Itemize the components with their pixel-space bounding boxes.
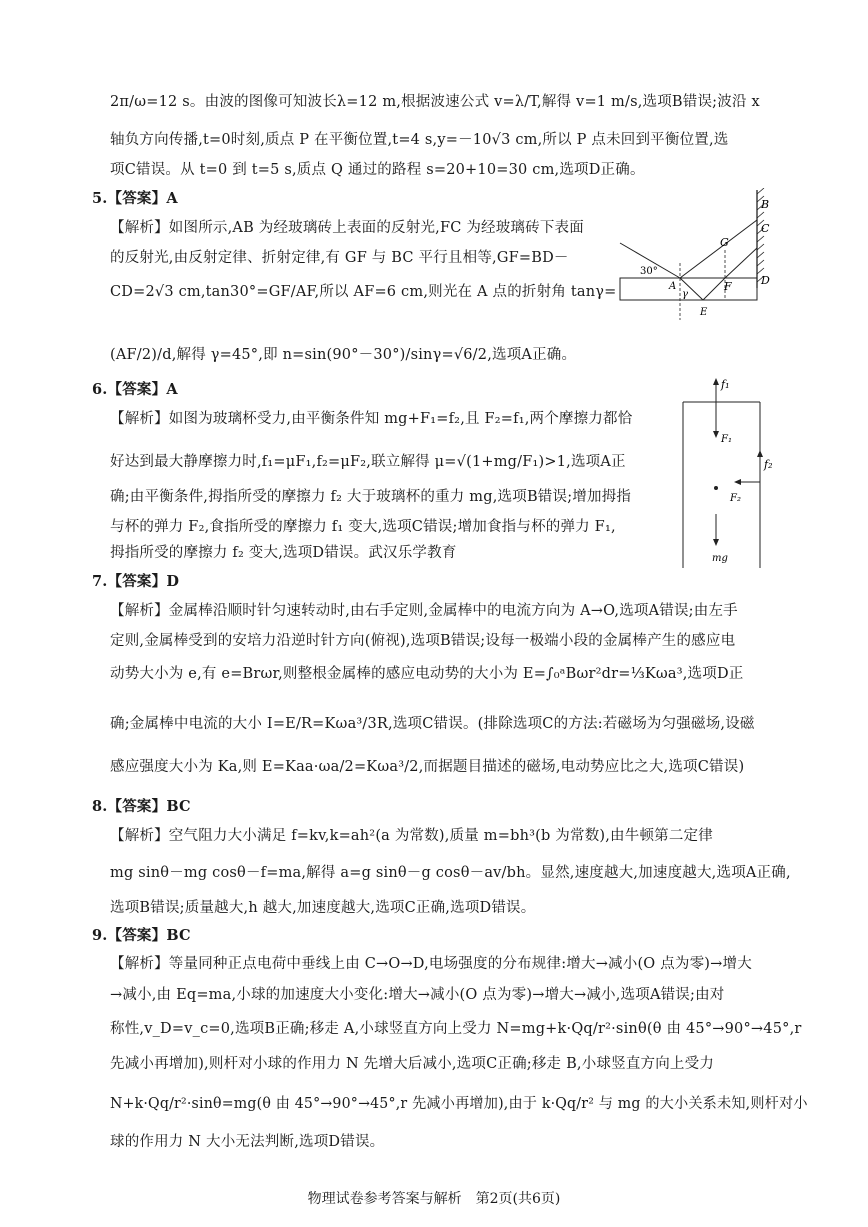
q6-line-3: 确;由平衡条件,拇指所受的摩擦力 f₂ 大于玻璃杯的重力 mg,选项B错误;增加拇指 xyxy=(110,489,632,505)
q8-line-3: 选项B错误;质量越大,h 越大,加速度越大,选项C正确,选项D错误。 xyxy=(110,900,536,916)
q9-line-1: 【解析】等量同种正点电荷中垂线上由 C→O→D,电场强度的分布规律:增大→减小(O 点为零)→增大 xyxy=(110,956,752,972)
label-f1: f₁ xyxy=(721,378,730,391)
q9-line-3: 称性,v_D=v_c=0,选项B正确;移走 A,小球竖直方向上受力 N=mg+k·Qq/r²·sinθ(θ 由 45°→90°→45°,r xyxy=(110,1021,802,1037)
q7-line-5: 感应强度大小为 Ka,则 E=Kaa·ωa/2=Kωa³/2,而据题目描述的磁场,电动势应比之大,选项C错误) xyxy=(110,759,745,775)
q6-line-5: 拇指所受的摩擦力 f₂ 变大,选项D错误。武汉乐学教育 xyxy=(110,545,457,561)
label-mg: mg xyxy=(712,553,728,564)
label-F1: F₁ xyxy=(721,434,732,445)
q7-line-2: 定则,金属棒受到的安培力沿逆时针方向(俯视),选项B错误;设每一极端小段的金属棒产生的感应电 xyxy=(110,633,736,649)
label-D: D xyxy=(761,274,770,287)
q5-line-3: CD=2√3 cm,tan30°=GF/AF,所以 AF=6 cm,则光在 A 点的折射角 tanγ= xyxy=(110,284,617,300)
q9-line-6: 球的作用力 N 大小无法判断,选项D错误。 xyxy=(110,1134,385,1150)
q5-light-diagram xyxy=(610,188,790,328)
q8-line-1: 【解析】空气阻力大小满足 f=kv,k=ah²(a 为常数),质量 m=bh³(b 为常数),由牛顿第二定律 xyxy=(110,828,713,844)
q5-line-2: 的反射光,由反射定律、折射定律,有 GF 与 BC 平行且相等,GF=BD－ xyxy=(110,250,569,266)
q7-line-1: 【解析】金属棒沿顺时针匀速转动时,由右手定则,金属棒中的电流方向为 A→O,选项A错误;由左手 xyxy=(110,603,738,619)
label-C: C xyxy=(761,222,770,235)
label-gamma: γ xyxy=(682,289,688,300)
q9-line-4: 先减小再增加),则杆对小球的作用力 N 先增大后减小,选项C正确;移走 B,小球竖直方向上受力 xyxy=(110,1056,715,1072)
label-G: G xyxy=(720,236,729,249)
q5-line-1: 【解析】如图所示,AB 为经玻璃砖上表面的反射光,FC 为经玻璃砖下表面 xyxy=(110,220,584,236)
q4-line-1: 2π/ω=12 s。由波的图像可知波长λ=12 m,根据波速公式 v=λ/T,解得 v=1 m/s,选项B错误;波沿 x xyxy=(110,94,760,110)
label-f2: f₂ xyxy=(764,458,773,471)
q4-line-3: 项C错误。从 t=0 到 t=5 s,质点 Q 通过的路程 s=20+10=30 cm,选项D正确。 xyxy=(110,162,645,178)
label-A: A xyxy=(669,281,677,292)
q7-answer: 7.【答案】D xyxy=(92,573,180,590)
label-F: F xyxy=(724,280,732,293)
q7-line-4: 确;金属棒中电流的大小 I=E/R=Kωa³/3R,选项C错误。(排除选项C的方法:若磁场为匀强磁场,设磁 xyxy=(110,716,755,732)
q8-answer: 8.【答案】BC xyxy=(92,798,191,815)
q6-line-2: 好达到最大静摩擦力时,f₁=μF₁,f₂=μF₂,联立解得 μ=√(1+mg/F₁)>1,选项A正 xyxy=(110,454,626,470)
q7-line-3: 动势大小为 e,有 e=Brωr,则整根金属棒的感应电动势的大小为 E=∫₀ᵃBωr²dr=⅓Kωa³,选项D正 xyxy=(110,666,744,682)
label-B: B xyxy=(761,198,770,211)
q6-force-diagram xyxy=(680,376,790,571)
q5-answer: 5.【答案】A xyxy=(92,190,178,207)
q9-line-2: →减小,由 Eq=ma,小球的加速度大小变化:增大→减小(O 点为零)→增大→减小,选项A错误;由对 xyxy=(110,987,725,1003)
q8-line-2: mg sinθ－mg cosθ－f=ma,解得 a=g sinθ－g cosθ－av/bh。显然,速度越大,加速度越大,选项A正确, xyxy=(110,865,791,881)
q4-line-2: 轴负方向传播,t=0时刻,质点 P 在平衡位置,t=4 s,y=－10√3 cm,所以 P 点未回到平衡位置,选 xyxy=(110,132,729,148)
q9-answer: 9.【答案】BC xyxy=(92,927,191,944)
label-angle: 30° xyxy=(640,266,658,277)
q6-line-4: 与杯的弹力 F₂,食指所受的摩擦力 f₁ 变大,选项C错误;增加食指与杯的弹力 F₁, xyxy=(110,519,616,535)
q6-answer: 6.【答案】A xyxy=(92,381,178,398)
page-footer: 物理试卷参考答案与解析 第2页(共6页) xyxy=(307,1191,561,1207)
q5-line-4: (AF/2)/d,解得 γ=45°,即 n=sin(90°－30°)/sinγ=√6/2,选项A正确。 xyxy=(110,347,577,363)
label-F2: F₂ xyxy=(730,493,741,504)
q9-line-5: N+k·Qq/r²·sinθ=mg(θ 由 45°→90°→45°,r 先减小再增加),由于 k·Qq/r² 与 mg 的大小关系未知,则杆对小 xyxy=(110,1096,808,1112)
label-E: E xyxy=(700,307,708,318)
q6-line-1: 【解析】如图为玻璃杯受力,由平衡条件知 mg+F₁=f₂,且 F₂=f₁,两个摩擦力都恰 xyxy=(110,411,633,427)
